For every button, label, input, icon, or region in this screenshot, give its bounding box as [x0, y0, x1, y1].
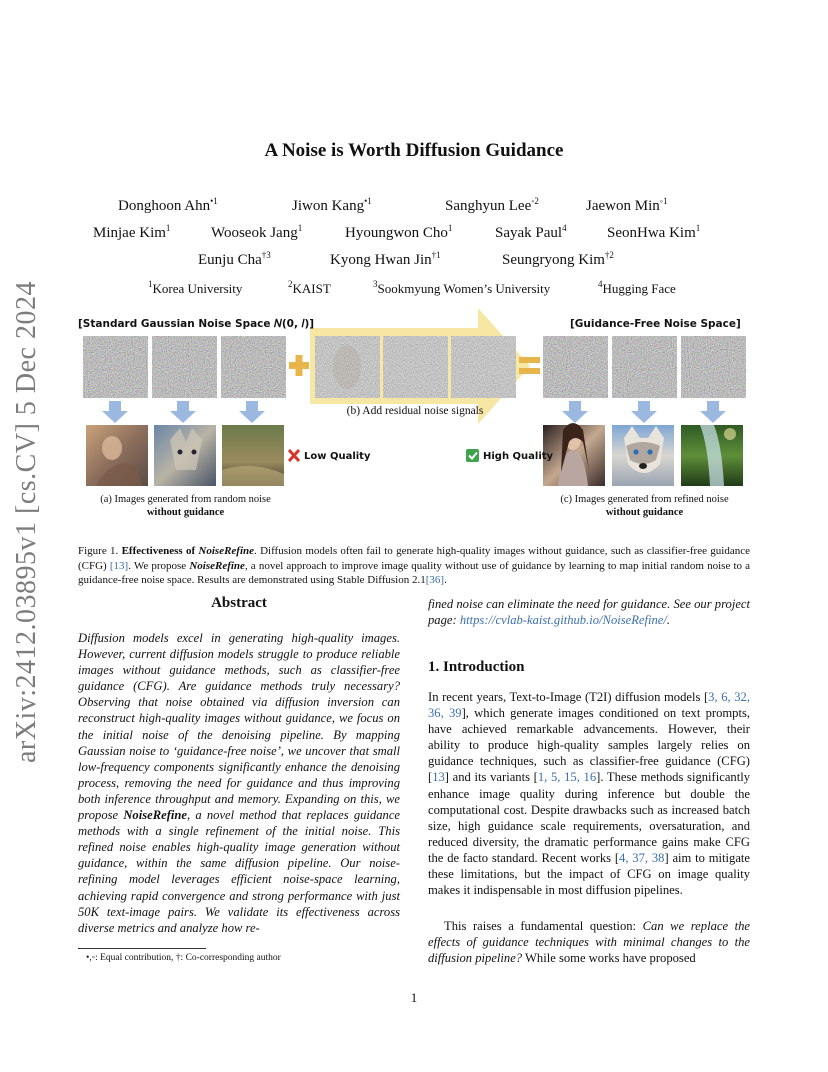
citation-link[interactable]: 13 [432, 770, 445, 785]
caption-a: (a) Images generated from random noise without guidance [100, 494, 271, 518]
intro-paragraph-2: This raises a fundamental question: Can we replace the effects of guidance techniques with minimal changes to the diffusion pipeline? While some works have proposed [428, 919, 750, 966]
paper-title: A Noise is Worth Diffusion Guidance [264, 140, 564, 161]
author: Kyong Hwan Jin$^{\dagger 1}$ [330, 250, 441, 268]
cross-icon [289, 450, 299, 461]
down-arrow-icon [170, 401, 196, 423]
down-arrow-icon [631, 401, 657, 423]
author: Minjae Kim$^1$ [93, 223, 171, 241]
caption-c: (c) Images generated from refined noise without guidance [560, 494, 729, 518]
right-space-label: [Guidance-Free Noise Space] [570, 318, 741, 330]
arxiv-identifier: arXiv:2412.03895v1 [cs.CV] 5 Dec 2024 [11, 281, 42, 763]
down-arrow-icon [700, 401, 726, 423]
author: Sayak Paul$^4$ [495, 223, 567, 241]
footnote: •,◦: Equal contribution, †: Co-corresponding author [86, 953, 281, 963]
citation-link[interactable]: [13] [109, 559, 129, 572]
residual-noise-3 [451, 336, 516, 398]
author: Sanghyun Lee$^{◦2}$ [445, 196, 539, 214]
gaussian-noise-1 [83, 336, 148, 398]
gaussian-noise-3 [221, 336, 286, 398]
author: Wooseok Jang$^1$ [211, 223, 303, 241]
author: Seungryong Kim$^{\dagger 2}$ [502, 250, 614, 268]
section-heading-introduction: 1. Introduction [428, 659, 525, 675]
low-quality-images [86, 425, 284, 486]
gaussian-noise-2 [152, 336, 217, 398]
residual-noise-2 [383, 336, 448, 398]
page-number: 1 [410, 990, 418, 1005]
figure-caption: Figure 1. Effectiveness of NoiseRefine. Diffusion models often fail to generate high-quality images without guidance, such as classifier-free guidance (CFG) [13]. We propose NoiseRefine, a novel approach to improve image quality without use of guidance by learning to map initial random noise to a guidance-free noise space. Results are demonstrated using Stable Diffusion 2.1[36]. [78, 545, 751, 587]
citation-link[interactable]: 3, 6, 32, 36, 39 [428, 690, 750, 721]
refined-noise-1 [543, 336, 608, 398]
abstract-continuation: fined noise can eliminate the need for guidance. See our project page: https://cvlab-kaist.github.io/NoiseRefine/. [428, 597, 750, 628]
low-quality-label: Low Quality [304, 451, 371, 462]
author: Eunju Cha$^{\dagger 3}$ [198, 250, 271, 268]
abstract-heading: Abstract [211, 595, 267, 611]
project-page-link[interactable]: https://cvlab-kaist.github.io/NoiseRefine/ [459, 613, 667, 628]
author: SeonHwa Kim$^1$ [607, 223, 701, 241]
high-quality-images [543, 423, 743, 486]
author: Jaewon Min$^{◦1}$ [586, 196, 668, 214]
refined-noise-2 [612, 336, 677, 398]
refined-noise-3 [681, 336, 746, 398]
caption-b: (b) Add residual noise signals [346, 405, 484, 417]
down-arrow-icon [562, 401, 588, 423]
affiliation: $^1$Korea University [148, 279, 243, 296]
intro-paragraph-1: In recent years, Text-to-Image (T2I) diffusion models [3, 6, 32, 36, 39], which generate images conditioned on text prompts, have achieved remarkable advancements. However, their ability to produce high-quality samples largely relies on guidance techniques, such as classifier-free guidance (CFG) [13] and its variants [1, 5, 15, 16]. These methods significantly enhance image quality during inference but double the computational cost. Despite drawbacks such as increased batch size, high guidance scale requirements, oversaturation, and reduced diversity, the dramatic performance gains make CFG the de facto standard. Recent works [4, 37, 38] aim to mitigate these limitations, but the impact of CFG on image quality makes it indispensable in most diffusion pipelines. [428, 690, 751, 898]
abstract-text: Diffusion models excel in generating high-quality images. However, current diffusion models struggle to produce reliable images without guidance methods, such as classifier-free guidance (CFG). Are guidance methods truly necessary? Observing that noise obtained via diffusion inversion can reconstruct high-quality images without guidance, we focus on the initial noise of the denoising pipeline. By mapping Gaussian noise to ‘guidance-free noise’, we uncover that small low-frequency components significantly enhance the denoising process, removing the need for guidance and thus improving both inference throughput and memory. Expanding on this, we propose NoiseRefine, a novel method that replaces guidance methods with a single refinement of the initial noise. This refined noise enables high-quality image generation without guidance, within the same diffusion pipeline. Our noise-refining model leverages efficient noise-space learning, achieving rapid convergence and strong performance with just 50K text-image pairs. We validate its effectiveness across diverse metrics and analyze how re- [78, 631, 400, 935]
citation-link[interactable]: 4, 37, 38 [619, 850, 665, 865]
equals-icon [519, 357, 540, 363]
check-icon [466, 449, 479, 462]
down-arrow-icon [239, 401, 265, 423]
down-arrow-icon [102, 401, 128, 423]
citation-link[interactable]: [36] [425, 574, 445, 587]
citation-link[interactable]: 1, 5, 15, 16 [537, 770, 597, 785]
author: Jiwon Kang$^{•1}$ [292, 196, 372, 214]
affiliation: $^2$KAIST [288, 279, 331, 296]
high-quality-label: High Quality [483, 451, 554, 462]
author: Hyoungwon Cho$^1$ [345, 223, 453, 241]
author: Donghoon Ahn$^{•1}$ [118, 196, 218, 214]
affiliation: $^4$Hugging Face [598, 279, 676, 296]
left-space-label: [Standard Gaussian Noise Space 𝑁(0, 𝐼)] [78, 318, 315, 330]
footnote-rule [78, 948, 206, 949]
affiliation: $^3$Sookmyung Women’s University [373, 279, 551, 296]
